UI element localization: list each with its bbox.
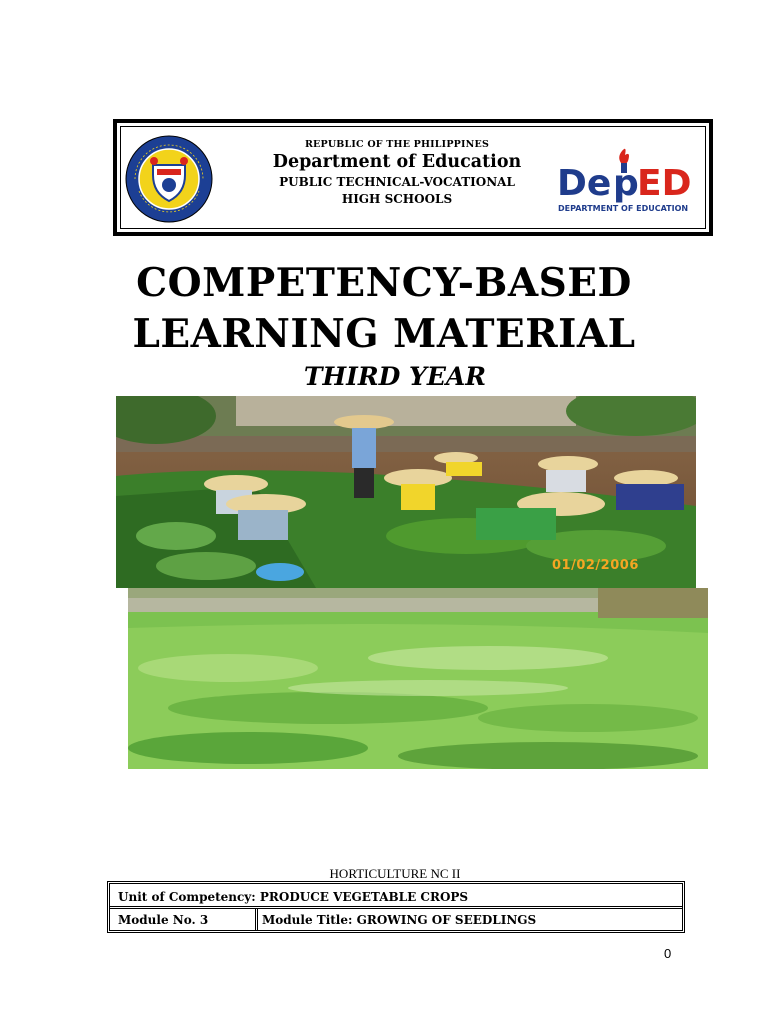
module-number: Module No. 3 [118,913,209,927]
school-line-1: PUBLIC TECHNICAL-VOCATIONAL [279,175,515,189]
school-type-label [237,174,557,208]
department-label: Department of Education [272,152,522,172]
svg-text:De: De [557,163,612,204]
svg-text:ED: ED [637,163,692,204]
field-photo-image [128,588,708,769]
page-number: 0 [664,946,672,961]
header-text [237,133,557,208]
competency-label: Unit of Competency: PRODUCE VEGETABLE CROPS [118,890,469,904]
module-row [110,909,682,931]
svg-text:DEPARTMENT OF EDUCATION: DEPARTMENT OF EDUCATION [558,204,689,213]
course-label: HORTICULTURE NC II [329,866,461,881]
svg-text:p: p [613,163,639,204]
deped-seal-icon [125,135,213,223]
photo-seedling-field [128,588,708,769]
photo-students-planting [116,396,696,588]
header-box [113,119,713,236]
school-line-2: HIGH SCHOOLS [341,192,453,206]
subtitle: THIRD YEAR [303,362,487,391]
deped-logo-icon [555,145,705,217]
module-title: Module Title: GROWING OF SEEDLINGS [262,913,537,927]
competency-row [110,884,682,909]
title-line-2: LEARNING MATERIAL [132,311,636,357]
unit-table [107,881,685,933]
module-divider [255,909,258,931]
republic-label: REPUBLIC OF THE PHILIPPINES [304,139,490,150]
title-line-1: COMPETENCY-BASED [136,260,632,306]
photo-date-stamp: 01/02/2006 [552,558,639,573]
main-title [0,258,768,360]
